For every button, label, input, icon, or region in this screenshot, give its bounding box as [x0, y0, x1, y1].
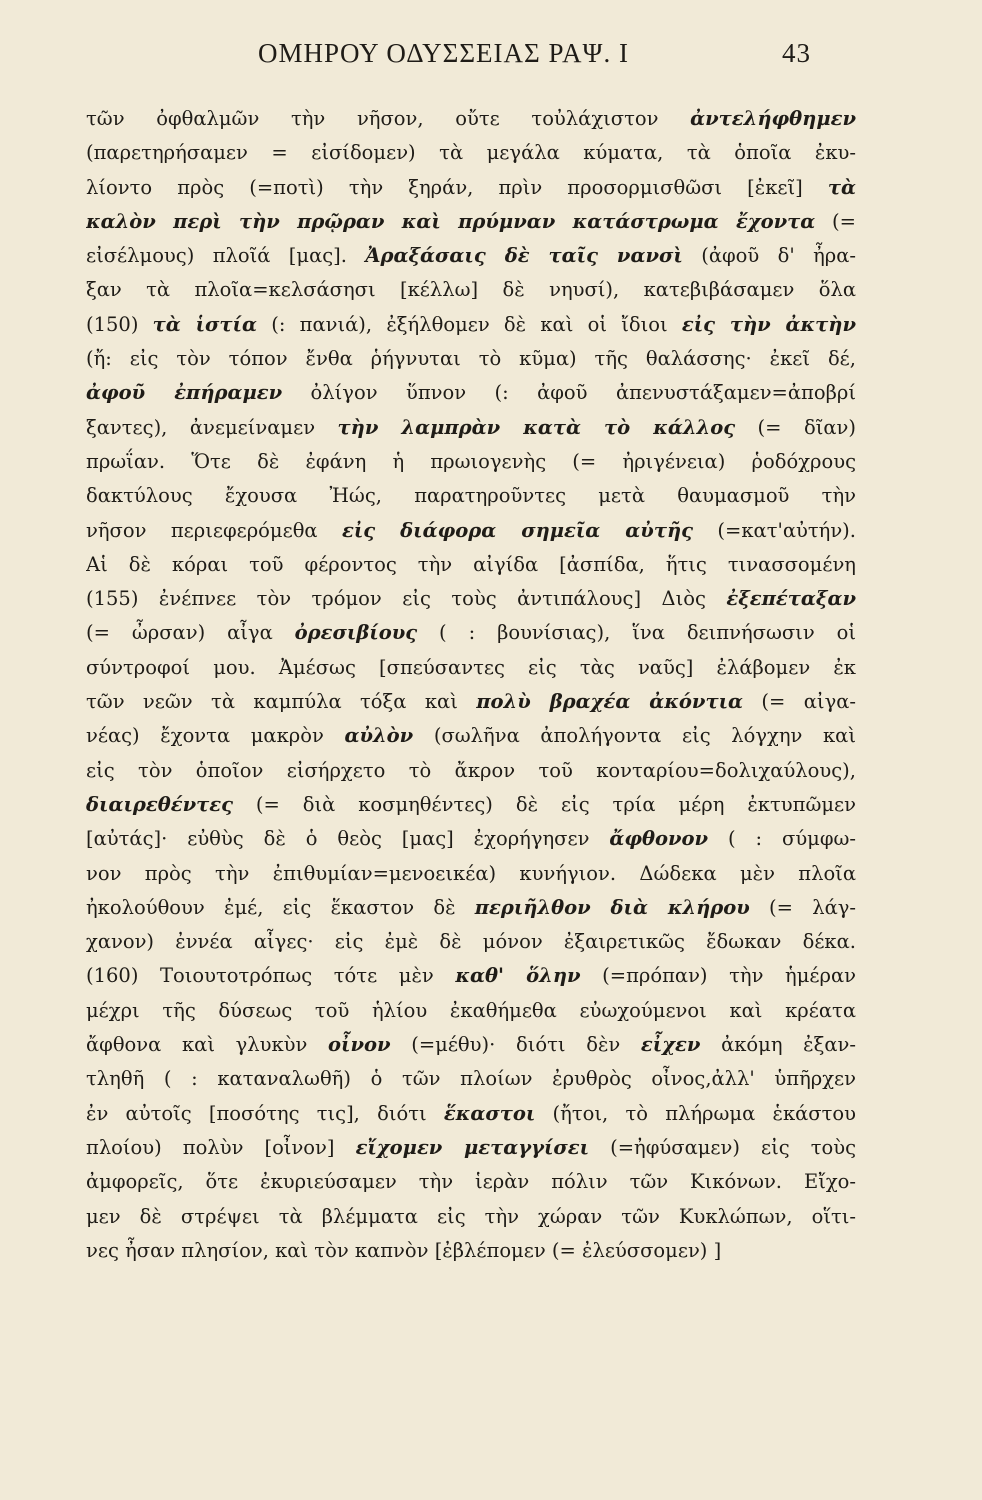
running-title: ΟΜΗΡΟΥ ΟΔΥΣΣΕΙΑΣ ΡΑΨ. Ι	[258, 38, 629, 68]
text-span: (=κατ'αὐτήν).	[693, 518, 856, 542]
text-span: τληθῆ ( : καταναλωθῆ) ὁ τῶν πλοίων ἐρυθρὸς οἶνος,ἀλλ' ὑπῆρχεν	[86, 1067, 856, 1091]
text-line	[86, 102, 856, 136]
emphasized-text: καθ' ὅλην	[455, 964, 581, 988]
text-span: (= αἰγα-	[743, 690, 856, 714]
emphasized-text: τὰ	[827, 175, 856, 199]
text-span: νες ἦσαν πλησίον, καὶ τὸν καπνὸν [ἐβλέπομεν (= ἐλεύσσομεν) ]	[86, 1238, 722, 1262]
text-span: ξαν τὰ πλοῖα=κελσάσησι [κέλλω] δὲ νηυσί), κατεβιβάσαμεν ὅλα	[86, 278, 856, 302]
text-line	[86, 1200, 856, 1234]
text-line	[86, 685, 856, 719]
text-line	[86, 514, 856, 548]
text-span: (=μέθυ)· διότι δὲν	[390, 1033, 641, 1057]
emphasized-text: ἀφοῦ ἐπήραμεν	[86, 381, 283, 405]
text-span: ἠκολούθουν ἐμέ, εἰς ἕκαστον δὲ	[86, 895, 475, 919]
text-span: (ἤτοι, τὸ πλήρωμα ἑκάστου	[535, 1101, 856, 1125]
text-line	[86, 857, 856, 891]
text-line	[86, 479, 856, 513]
text-span: εἰσέλμους) πλοῖά [μας].	[86, 244, 366, 268]
text-line	[86, 719, 856, 753]
running-header	[0, 38, 982, 78]
text-line	[86, 1131, 856, 1165]
text-line	[86, 1062, 856, 1096]
emphasized-text: Ἀραξάσαις δὲ ταῖς νανσὶ	[365, 244, 683, 268]
text-span: ξαντες), ἀνεμείναμεν	[86, 415, 338, 439]
text-span: ἀμφορεῖς, ὅτε ἐκυριεύσαμεν τὴν ἱερὰν πόλιν τῶν Κικόνων. Εἴχο-	[86, 1170, 856, 1194]
text-span: (= διὰ κοσμηθέντες) δὲ εἰς τρία μέρη ἐκτυπῶμεν	[232, 792, 856, 816]
emphasized-text: περιῆλθον διὰ κλήρου	[474, 895, 750, 919]
text-span: ( : σύμφω-	[708, 827, 856, 851]
text-line	[86, 239, 856, 273]
text-line	[86, 994, 856, 1028]
emphasized-text: τὴν λαμπρὰν κατὰ τὸ κάλλος	[337, 415, 736, 439]
emphasized-text: ἀντελήφθημεν	[690, 107, 856, 130]
text-line	[86, 891, 856, 925]
text-span: (ἤ: εἰς τὸν τόπον ἔνθα ῥήγνυται τὸ κῦμα) τῆς θαλάσσης· ἐκεῖ δέ,	[86, 347, 856, 371]
text-span: χανον) ἐννέα αἶγες· εἰς ἐμὲ δὲ μόνον ἐξαιρετικῶς ἔδωκαν δέκα.	[86, 930, 856, 954]
text-span: μέχρι τῆς δύσεως τοῦ ἡλίου ἐκαθήμεθα εὐωχούμενοι καὶ κρέατα	[86, 998, 856, 1022]
text-line	[86, 788, 856, 822]
text-line	[86, 1234, 856, 1268]
text-span: (155) ἐνέπνεε τὸν τρόμον εἰς τοὺς ἀντιπάλους] Διὸς	[86, 587, 727, 611]
text-line	[86, 273, 856, 307]
text-span: ἐν αὐτοῖς [ποσότης τις], διότι	[86, 1101, 444, 1125]
text-span: (παρετηρήσαμεν = εἰσίδομεν) τὰ μεγάλα κύματα, τὰ ὁποῖα ἐκυ-	[86, 141, 856, 165]
text-span: (: πανιά), ἐξήλθομεν δὲ καὶ οἱ ἴδιοι	[257, 312, 682, 336]
emphasized-text: εἶχεν	[640, 1033, 701, 1057]
emphasized-text: διαιρεθέντες	[86, 792, 233, 816]
text-span: ἀκόμη ἐξαν-	[700, 1033, 856, 1057]
text-line	[86, 822, 856, 856]
text-line	[86, 616, 856, 650]
text-line	[86, 376, 856, 410]
text-line	[86, 411, 856, 445]
text-line	[86, 171, 856, 205]
text-span: εἰς τὸν ὁποῖον εἰσήρχετο τὸ ἄκρον τοῦ κονταρίου=δολιχαύλους),	[86, 758, 856, 782]
text-line	[86, 308, 856, 342]
text-span: δακτύλους ἔχουσα Ἠώς, παρατηροῦντες μετὰ θαυμασμοῦ τὴν	[86, 484, 856, 508]
text-span: (=ἠφύσαμεν) εἰς τοὺς	[589, 1135, 856, 1159]
text-line	[86, 582, 856, 616]
text-span: ὀλίγον ὕπνον (: ἀφοῦ ἀπενυστάξαμεν=ἀποβρί	[282, 381, 856, 405]
text-span: (= λάγ-	[749, 895, 856, 919]
text-span: (160) Τοιουτοτρόπως τότε μὲν	[86, 964, 456, 988]
text-span: (= ὦρσαν) αἶγα	[86, 621, 295, 645]
text-span: λίοντο πρὸς (=ποτὶ) τὴν ξηράν, πρὶν προσορμισθῶσι [ἐκεῖ]	[86, 175, 828, 199]
text-span: Αἱ δὲ κόραι τοῦ φέροντος τὴν αἰγίδα [ἀσπίδα, ἥτις τινασσομένη	[86, 552, 856, 576]
text-span: (=πρόπαν) τὴν ἡμέραν	[580, 964, 856, 988]
text-span: νον πρὸς τὴν ἐπιθυμίαν=μενοεικέα) κυνήγιον. Δώδεκα μὲν πλοῖα	[86, 861, 856, 885]
text-span: νέας) ἔχοντα μακρὸν	[86, 724, 345, 748]
text-span: ἄφθονα καὶ γλυκὺν	[86, 1033, 329, 1057]
text-span: (σωλῆνα ἀπολήγοντα εἰς λόγχην καὶ	[413, 724, 856, 748]
text-line	[86, 445, 856, 479]
text-span: σύντροφοί μου. Ἀμέσως [σπεύσαντες εἰς τὰς ναῦς] ἐλάβομεν ἐκ	[86, 655, 856, 679]
text-span: ( : βουνίσιας), ἵνα δειπνήσωσιν οἱ	[417, 621, 856, 645]
text-line	[86, 342, 856, 376]
text-span: (150)	[86, 312, 153, 336]
text-line	[86, 205, 856, 239]
emphasized-text: οἶνον	[328, 1033, 391, 1057]
text-line	[86, 136, 856, 170]
text-line	[86, 959, 856, 993]
text-line	[86, 1097, 856, 1131]
text-span: (ἀφοῦ δ' ἦρα-	[682, 244, 856, 268]
emphasized-text: ὀρεσιβίους	[294, 621, 418, 645]
text-line	[86, 548, 856, 582]
emphasized-text: εἰς τὴν ἀκτὴν	[681, 312, 856, 336]
text-span: νῆσον περιεφερόμεθα	[86, 518, 342, 542]
text-line	[86, 1165, 856, 1199]
emphasized-text: τὰ ἱστία	[152, 312, 257, 336]
emphasized-text: πολὺ βραχέα ἀκόντια	[476, 690, 744, 714]
emphasized-text: ἕκαστοι	[443, 1101, 536, 1125]
emphasized-text: εἰς διάφορα σημεῖα αὐτῆς	[342, 518, 693, 542]
emphasized-text: αὐλὸν	[344, 724, 414, 748]
emphasized-text: καλὸν περὶ τὴν πρῷραν καὶ πρύμναν κατάστρωμα ἔχοντα	[86, 209, 816, 233]
body-text	[86, 102, 856, 1268]
text-span: πλοίου) πολὺν [οἶνον]	[86, 1135, 356, 1159]
text-span: τῶν ὀφθαλμῶν τὴν νῆσον, οὔτε τοὐλάχιστον	[86, 107, 691, 130]
text-span: (= δῖαν)	[735, 415, 856, 439]
emphasized-text: εἴχομεν μεταγγίσει	[355, 1135, 590, 1159]
text-span: τῶν νεῶν τὰ καμπύλα τόξα καὶ	[86, 690, 477, 714]
emphasized-text: ἐξεπέταξαν	[726, 587, 856, 611]
text-line	[86, 1028, 856, 1062]
text-span: [αὐτάς]· εὐθὺς δὲ ὁ θεὸς [μας] ἐχορήγησεν	[86, 827, 610, 851]
text-span: πρωΐαν. Ὅτε δὲ ἐφάνη ἡ πρωιογενὴς (= ἠριγένεια) ῥοδόχρους	[86, 449, 856, 473]
text-span: μεν δὲ στρέψει τὰ βλέμματα εἰς τὴν χώραν τῶν Κυκλώπων, οἵτι-	[86, 1204, 856, 1228]
emphasized-text: ἄφθονον	[609, 827, 709, 851]
text-line	[86, 925, 856, 959]
page-number: 43	[782, 38, 811, 68]
text-line	[86, 754, 856, 788]
text-line	[86, 651, 856, 685]
text-span: (=	[815, 209, 856, 233]
